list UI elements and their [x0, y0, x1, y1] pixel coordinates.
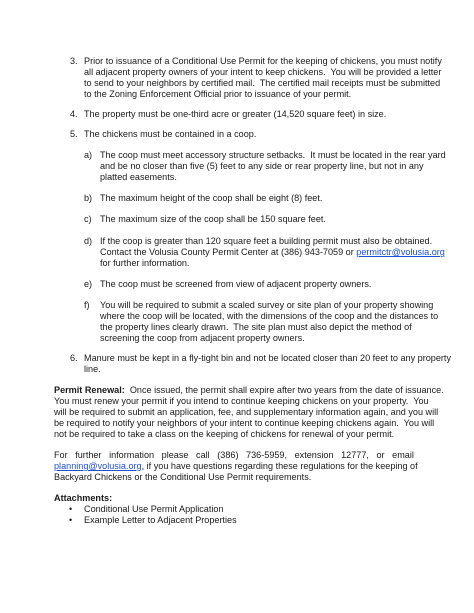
item-5f-line-2: where the coop will be located, with the dimensions of the coop and the distances to [100, 311, 439, 321]
renewal-heading: Permit Renewal: [54, 385, 125, 395]
bullet-icon: • [69, 515, 73, 525]
item-5d-line-3: for further information. [100, 258, 190, 268]
renewal-line-1 [54, 385, 444, 396]
permitctr-email-link[interactable]: permitctr@volusia.org [356, 247, 445, 257]
item-6-line-2: line. [84, 364, 101, 374]
item-6-line-1: Manure must be kept in a fly-tight bin and not be located closer than 20 feet to any property [84, 353, 452, 363]
item-3-line-3: to send to your neighbors by certified mail. The certified mail receipts must be submitted [84, 78, 441, 88]
attachments-heading: Attachments: [54, 493, 113, 503]
item-4-text: The property must be one-third acre or greater (14,520 square feet) in size. [84, 109, 387, 119]
item-5d-line-2 [100, 247, 445, 258]
item-5-number: 5. [70, 129, 78, 139]
item-3-number: 3. [70, 56, 78, 66]
item-5f-letter: f) [84, 300, 90, 310]
item-5-text: The chickens must be contained in a coop. [84, 129, 257, 139]
contact-line-1: For further information please call (386) 736-5959, extension 12777, or email [54, 450, 414, 460]
item-5d-line-2-text: Contact the Volusia County Permit Center at (386) 943-7059 or [100, 247, 357, 257]
planning-email-link[interactable]: planning@volusia.org [54, 461, 142, 471]
contact-line-2-text: , if you have questions regarding these regulations for the keeping of [141, 461, 418, 471]
item-3-line-2: all adjacent property owners of your intent to keep chickens. You will be provided a letter [84, 67, 442, 77]
item-5d-letter: d) [84, 236, 93, 246]
item-5a-letter: a) [84, 150, 93, 160]
item-5c-text: The maximum size of the coop shall be 150 square feet. [100, 214, 326, 224]
contact-line-3: Backyard Chickens or the Conditional Use Permit requirements. [54, 472, 312, 482]
item-5e-text: The coop must be screened from view of adjacent property owners. [100, 279, 372, 289]
item-5d-line-1: If the coop is greater than 120 square feet a building permit must also be obtained. [100, 236, 433, 246]
attachment-item-2: Example Letter to Adjacent Properties [84, 515, 237, 525]
renewal-line-1-text: Once issued, the permit shall expire after two years from the date of issuance. [124, 385, 444, 395]
item-5f-line-4: screening the coop from adjacent property owners. [100, 333, 305, 343]
renewal-line-4: be required to notify your neighbors of your intent to continue keeping chickens again. You will [54, 418, 435, 428]
item-5b-text: The maximum height of the coop shall be eight (8) feet. [100, 193, 323, 203]
renewal-line-2: You must renew your permit if you intend to continue keeping chickens on your property. You [54, 396, 429, 406]
item-5c-letter: c) [84, 214, 92, 224]
item-3-line-4: to the Zoning Enforcement Official prior to issuance of your permit. [84, 89, 352, 99]
attachment-item-1: Conditional Use Permit Application [84, 504, 224, 514]
bullet-icon: • [69, 504, 73, 514]
item-5a-line-1: The coop must meet accessory structure setbacks. It must be located in the rear yard [100, 150, 446, 160]
contact-line-2 [54, 461, 418, 472]
item-5e-letter: e) [84, 279, 93, 289]
item-5f-line-3: the property lines clearly drawn. The site plan must also depict the method of [100, 322, 412, 332]
renewal-line-5: not be required to take a class on the keeping of chickens for renewal of your permit. [54, 429, 395, 439]
item-3-line-1: Prior to issuance of a Conditional Use Permit for the keeping of chickens, you must notify [84, 56, 442, 66]
item-5a-line-3: platted easements. [100, 172, 177, 182]
item-5a-line-2: and be no closer than five (5) feet to any side or rear property line, but not in any [100, 161, 424, 171]
item-5f-line-1: You will be required to submit a scaled survey or site plan of your property showing [100, 300, 434, 310]
item-4-number: 4. [70, 109, 78, 119]
item-5b-letter: b) [84, 193, 93, 203]
item-6-number: 6. [70, 353, 78, 363]
renewal-line-3: will be required to submit an application, fee, and supplementary information again, and you will [54, 407, 439, 417]
